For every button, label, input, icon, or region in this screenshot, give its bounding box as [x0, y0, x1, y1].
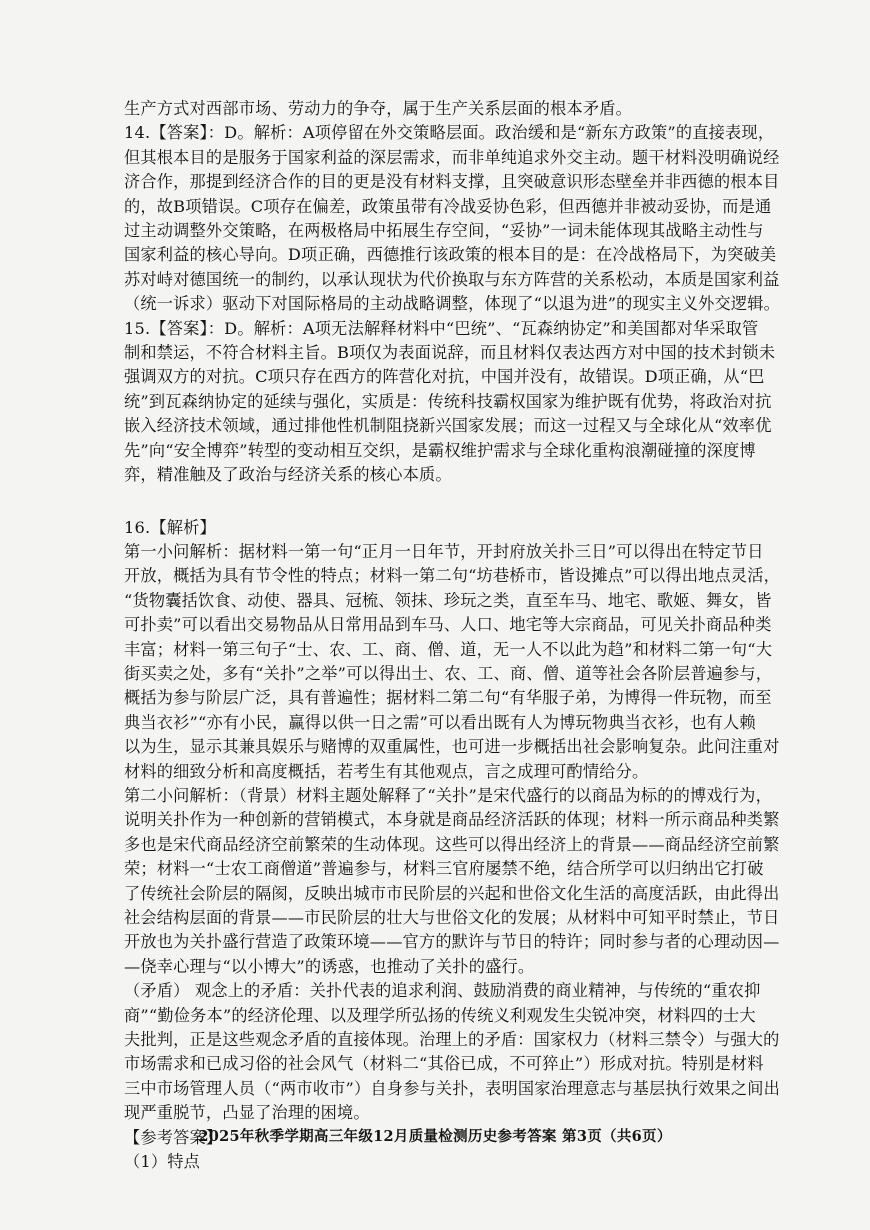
text-line: 的，故B项错误。C项存在偏差，政策虽带有冷战妥协色彩，但西德并非被动妥协，而是通	[124, 196, 772, 216]
page-footer: 2025年秋季学期高三年级12月质量检测历史参考答案 第3页（共6页）	[198, 1128, 672, 1145]
text-line: 商”“勤俭务本”的经济伦理、以及理学所弘扬的传统义利观发生尖锐冲突，材料四的士大	[124, 1005, 756, 1025]
text-line: 丰富；材料一第三句子“士、农、工、商、僧、道，无一人不以此为趋”和材料二第一句“大	[124, 639, 773, 659]
text-line: 概括为参与阶层广泛，具有普遍性；据材料二第二句“有华服子弟，为博得一件玩物，而至	[124, 688, 772, 708]
text-line: （统一诉求）驱动下对国际格局的主动战略调整，体现了“以退为进”的现实主义外交逻辑。	[124, 294, 781, 314]
text-line: 15.【答案】：D。解析：A项无法解释材料中“巴统”、“瓦森纳协定”和美国都对华采取管	[124, 318, 759, 338]
text-line: 市场需求和已成习俗的社会风气（材料二“其俗已成，不可猝止”）形成对抗。特别是材料	[124, 1054, 764, 1074]
text-line: 可扑卖”可以看出交易物品从日常用品到车马、人口、地宅等大宗商品，可见关扑商品种类	[124, 615, 772, 635]
paragraph-gap	[124, 488, 778, 516]
text-line: （矛盾） 观念上的矛盾：关扑代表的追求利润、鼓励消费的商业精神，与传统的“重农抑	[124, 981, 761, 1001]
text-line: 弈，精准触及了政治与经济关系的核心本质。	[124, 465, 452, 485]
text-line: 材料的细致分析和高度概括，若考生有其他观点，言之成理可酌情给分。	[124, 761, 649, 781]
text-line: 夫批判，正是这些观念矛盾的直接体现。治理上的矛盾：国家权力（材料三禁令）与强大的	[124, 1030, 780, 1050]
text-line: 荣；材料一“士农工商僧道”普遍参与，材料三官府屡禁不绝，结合所学可以归纳出它打破	[124, 859, 764, 879]
text-line: 社会结构层面的背景——市民阶层的壮大与世俗文化的发展；从材料中可知平时禁止，节日	[124, 908, 780, 927]
answer-body	[124, 97, 781, 1174]
text-line: 街买卖之处，多有“关扑”之举”可以得出士、农、工、商、僧、道等社会各阶层普遍参与，	[124, 663, 773, 683]
text-line: 典当衣衫”“亦有小民，赢得以供一日之需”可以看出既有人为博玩物典当衣衫，也有人赖	[124, 712, 756, 732]
text-line: 说明关扑作为一种创新的营销模式，本身就是商品经济活跃的体现；材料一所示商品种类繁	[124, 810, 780, 830]
text-line: 嵌入经济技术领域，通过排他性机制阻挠新兴国家发展；而这一过程又与全球化从“效率优	[124, 416, 772, 436]
text-line: 过主动调整外交策略，在两极格局中拓展生存空间，“妥协”一词未能体现其战略主动性与	[124, 221, 764, 241]
text-line: 第一小问解析：据材料一第一句“正月一日年节，开封府放关扑三日”可以得出在特定节日	[124, 541, 764, 561]
text-line: —侥幸心理与“以小博大”的诱惑，也推动了关扑的盛行。	[124, 956, 535, 976]
text-line: 强调双方的对抗。C项只存在西方的阵营化对抗，中国并没有，故错误。D项正确，从“巴	[124, 367, 765, 387]
text-line: 三中市场管理人员（“两市收市”）自身参与关扑，表明国家治理意志与基层执行效果之间出	[124, 1078, 781, 1098]
text-line: 制和禁运，不符合材料主旨。B项仅为表面说辞，而且材料仅表达西方对中国的技术封锁未	[124, 343, 776, 363]
text-line: 【参考答案】	[124, 1127, 223, 1147]
text-line: 开放，概括为具有节令性的特点；材料一第二句“坊巷桥市，皆设摊点”可以得出地点灵活，	[124, 566, 781, 586]
text-line: 第二小问解析：（背景）材料主题处解释了“关扑”是宋代盛行的以商品为标的的博戏行为，	[124, 785, 772, 805]
text-line: 14.【答案】：D。解析：A项停留在外交策略层面。政治缓和是“新东方政策”的直接表现，	[124, 123, 775, 143]
text-line: 先”向“安全博弈”转型的变动相互交织，是霸权维护需求与全球化重构浪潮碰撞的深度博	[124, 440, 756, 460]
text-line: （1）特点	[124, 1152, 201, 1172]
text-line: 苏对峙对德国统一的制约，以承认现状为代价换取与东方阵营的关系松动，本质是国家利益	[124, 269, 780, 289]
text-line: “货物囊括饮食、动使、器具、冠梳、领抹、珍玩之类，直至车马、地宅、歌姬、舞女，皆	[124, 590, 772, 610]
text-line: 开放也为关扑盛行营造了政策环境——官方的默许与节日的特许；同时参与者的心理动因—	[124, 932, 780, 952]
text-line: 济合作，那提到经济合作的目的更是没有材料支撑，且突破意识形态壁垒并非西德的根本目	[124, 172, 780, 192]
text-line: 以为生，显示其兼具娱乐与赌博的双重属性，也可进一步概括出社会影响复杂。此问注重对	[124, 737, 780, 757]
text-line: 多也是宋代商品经济空前繁荣的生动体现。这些可以得出经济上的背景——商品经济空前繁	[124, 834, 780, 854]
text-line: 了传统社会阶层的隔阂，反映出城市市民阶层的兴起和世俗文化生活的高度活跃，由此得出	[124, 883, 780, 903]
text-line: 生产方式对西部市场、劳动力的争夺，属于生产关系层面的根本矛盾。	[124, 99, 633, 118]
text-line: 国家利益的核心导向。D项正确，西德推行该政策的根本目的是：在冷战格局下，为突破美	[124, 245, 777, 265]
text-line: 但其根本目的是服务于国家利益的深层需求，而非单纯追求外交主动。题干材料没明确说经	[124, 147, 780, 167]
text-line: 现严重脱节，凸显了治理的困境。	[124, 1103, 370, 1123]
text-line: 统”到瓦森纳协定的延续与强化，实质是：传统科技霸权国家为维护既有优势，将政治对抗	[124, 391, 772, 411]
text-line: 16.【解析】	[124, 517, 216, 537]
